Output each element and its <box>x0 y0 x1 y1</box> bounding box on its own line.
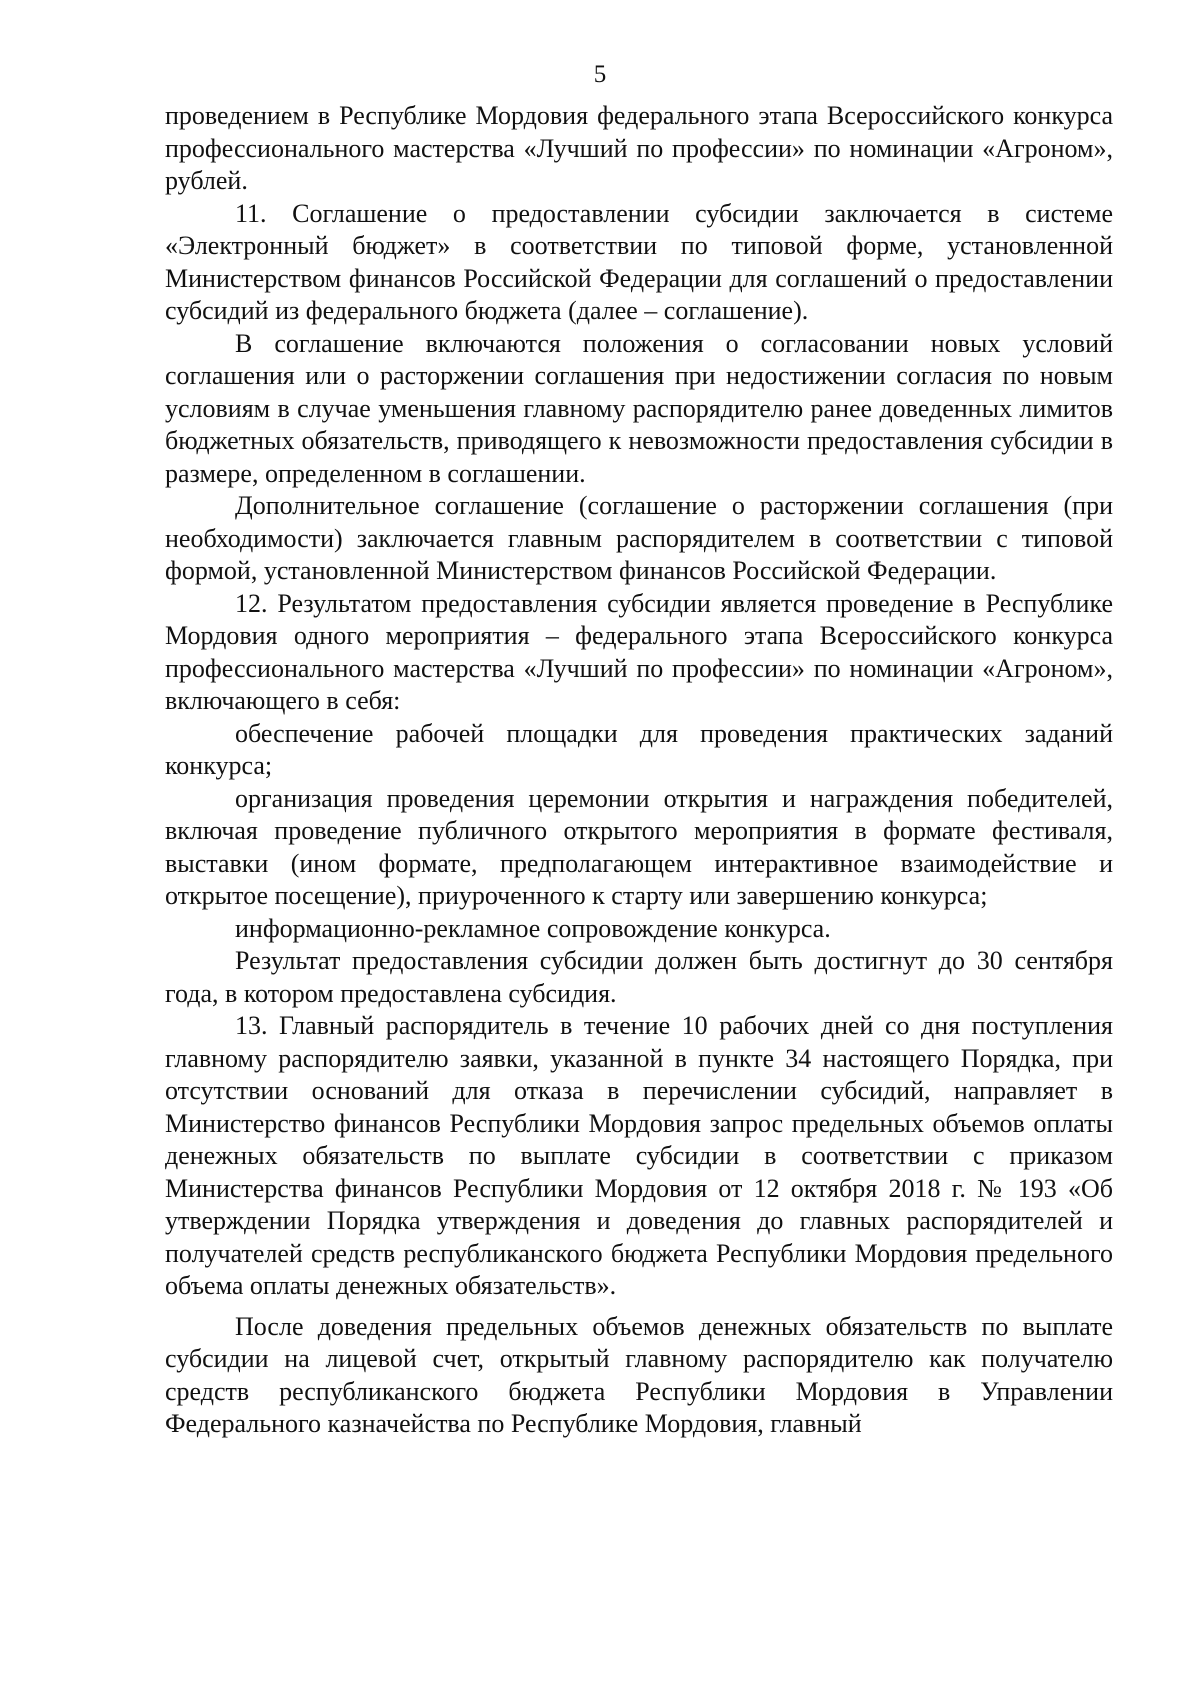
paragraph-list-item-advertising: информационно-рекламное сопровождение конкурса. <box>235 913 831 943</box>
paragraph-list-item-ceremony: организация проведения церемонии открытия и награждения победителей, включая проведение публичного открытого мероприятия в формате фестиваля, выставки (ином формате, предполагающем интерактивное взаимодействие и открытое посещение), приуроченного к старту или завершению конкурса; <box>165 783 1113 910</box>
paragraph-after-limits: После доведения предельных объемов денежных обязательств по выплате субсидии на лицевой счет, открытый главному распорядителю как получателю средств республиканского бюджета Республики Мордовия в Управлении Федерального казначейства по Республике Мордовия, главный <box>165 1311 1113 1438</box>
paragraph-continuation: проведением в Республике Мордовия федерального этапа Всероссийского конкурса профессионального мастерства «Лучший по профессии» по номинации «Агроном», рублей. <box>165 101 1113 195</box>
paragraph-additional-agreement: Дополнительное соглашение (соглашение о расторжении соглашения (при необходимости) заключается главным распорядителем в соответствии с типовой формой, установленной Министерством финансов Российской Федерации. <box>165 491 1113 585</box>
document-body <box>165 100 1113 1441</box>
paragraph-clause-11: 11. Соглашение о предоставлении субсидии заключается в системе «Электронный бюджет» в соответствии по типовой форме, установленной Министерством финансов Российской Федерации для соглашений о предоставлении субсидий из федерального бюджета (далее – соглашение). <box>165 198 1113 325</box>
paragraph-clause-12: 12. Результатом предоставления субсидии является проведение в Республике Мордовия одного мероприятия – федерального этапа Всероссийского конкурса профессионального мастерства «Лучший по профессии» по номинации «Агроном», включающего в себя: <box>165 588 1113 715</box>
paragraph-agreement-provisions: В соглашение включаются положения о согласовании новых условий соглашения или о расторжении соглашения при недостижении согласия по новым условиям в случае уменьшения главному распорядителю ранее доведенных лимитов бюджетных обязательств, приводящего к невозможности предоставления субсидии в размере, определенном в соглашении. <box>165 328 1113 488</box>
paragraph-clause-13: 13. Главный распорядитель в течение 10 рабочих дней со дня поступления главному распорядителю заявки, указанной в пункте 34 настоящего Порядка, при отсутствии оснований для отказа в перечислении субсидий, направляет в Министерство финансов Республики Мордовия запрос предельных объемов оплаты денежных обязательств по выплате субсидии в соответствии с приказом Министерства финансов Республики Мордовия от 12 октября 2018 г. № 193 «Об утверждении Порядка утверждения и доведения до главных распорядителей и получателей средств республиканского бюджета Республики Мордовия предельного объема оплаты денежных обязательств». <box>165 1011 1113 1300</box>
page-number: 5 <box>593 61 607 88</box>
paragraph-list-item-platform: обеспечение рабочей площадки для проведения практических заданий конкурса; <box>165 718 1113 780</box>
paragraph-result-deadline: Результат предоставления субсидии должен быть достигнут до 30 сентября года, в котором предоставлена субсидия. <box>165 946 1113 1008</box>
